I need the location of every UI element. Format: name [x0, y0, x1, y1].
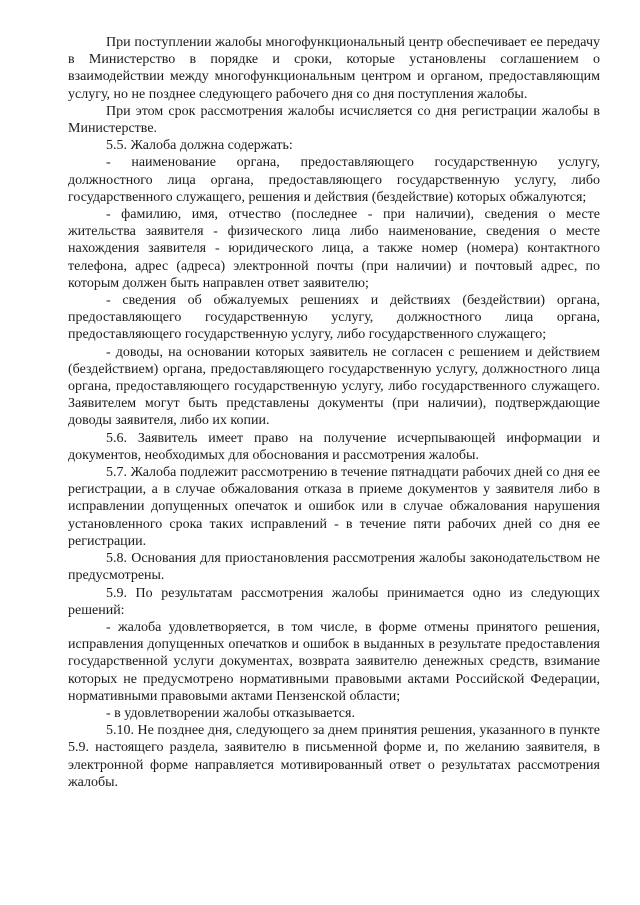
list-item-complaint-rejected: - в удовлетворении жалобы отказывается.	[106, 705, 355, 721]
paragraph-5-8: 5.8. Основания для приостановления рассмотрения жалобы законодательством не предусмотрены.	[68, 551, 600, 584]
list-item-complaint-satisfied: - жалоба удовлетворяется, в том числе, в форме отмены принятого решения, исправления допущенных опечатков и ошибок в выданных в результате предоставления государственной услуги документах, возврата заявителю денежных средств, взимание которых не предусмотрено нормативными правовыми актами Российской Федерации, нормативными правовыми актами Пензенской области;	[68, 619, 600, 704]
list-item-authority-name: - наименование органа, предоставляющего государственную услугу, должностного лица органа, предоставляющего государственную услугу, либо государственного служащего, решения и действия (бездействие) которых обжалуются;	[68, 155, 600, 205]
list-item-arguments: - доводы, на основании которых заявитель не согласен с решением и действием (бездействием) органа, предоставляющего государственную услугу, должностного лица органа, предоставляющего государственную услугу, либо государственного служащего. Заявителем могут быть представлены документы (при наличии), подтверждающие доводы заявителя, либо их копии.	[68, 344, 600, 429]
list-item-appealed-actions: - сведения об обжалуемых решениях и действиях (бездействии) органа, предоставляющего государственную услугу, должностного лица органа, предоставляющего государственную услугу, либо государственного служащего;	[68, 293, 600, 343]
list-item-applicant-details: - фамилию, имя, отчество (последнее - при наличии), сведения о месте жительства заявителя - физического лица либо наименование, сведения о месте нахождения заявителя - юридического лица, а также номер (номера) контактного телефона, адрес (адреса) электронной почты (при наличии) и почтовый адрес, по которым должен быть направлен ответ заявителю;	[68, 207, 600, 291]
paragraph-5-9: 5.9. По результатам рассмотрения жалобы принимается одно из следующих решений:	[68, 585, 600, 618]
paragraph-5-10: 5.10. Не позднее дня, следующего за днем принятия решения, указанного в пункте 5.9. настоящего раздела, заявителю в письменной форме и, по желанию заявителя, в электронной форме направляется мотивированный ответ о результатах рассмотрения жалобы.	[68, 723, 600, 790]
paragraph-mfc-transfer: При поступлении жалобы многофункциональный центр обеспечивает ее передачу в Министерство в порядке и сроки, которые установлены соглашением о взаимодействии между многофункциональным центром и органом, предоставляющим услугу, но не позднее следующего рабочего дня со дня поступления жалобы.	[68, 35, 600, 102]
document-page	[68, 34, 600, 791]
paragraph-5-5-heading: 5.5. Жалоба должна содержать:	[106, 138, 293, 154]
paragraph-5-6: 5.6. Заявитель имеет право на получение исчерпывающей информации и документов, необходимых для обоснования и рассмотрения жалобы.	[68, 430, 600, 463]
paragraph-5-7: 5.7. Жалоба подлежит рассмотрению в течение пятнадцати рабочих дней со дня ее регистрации, а в случае обжалования отказа в приеме документов у заявителя либо в исправлении допущенных опечаток и ошибок или в случае обжалования нарушения установленного срока таких исправлений - в течение пяти рабочих дней со дня ее регистрации.	[68, 465, 600, 549]
paragraph-review-period-start: При этом срок рассмотрения жалобы исчисляется со дня регистрации жалобы в Министерстве.	[68, 103, 600, 137]
